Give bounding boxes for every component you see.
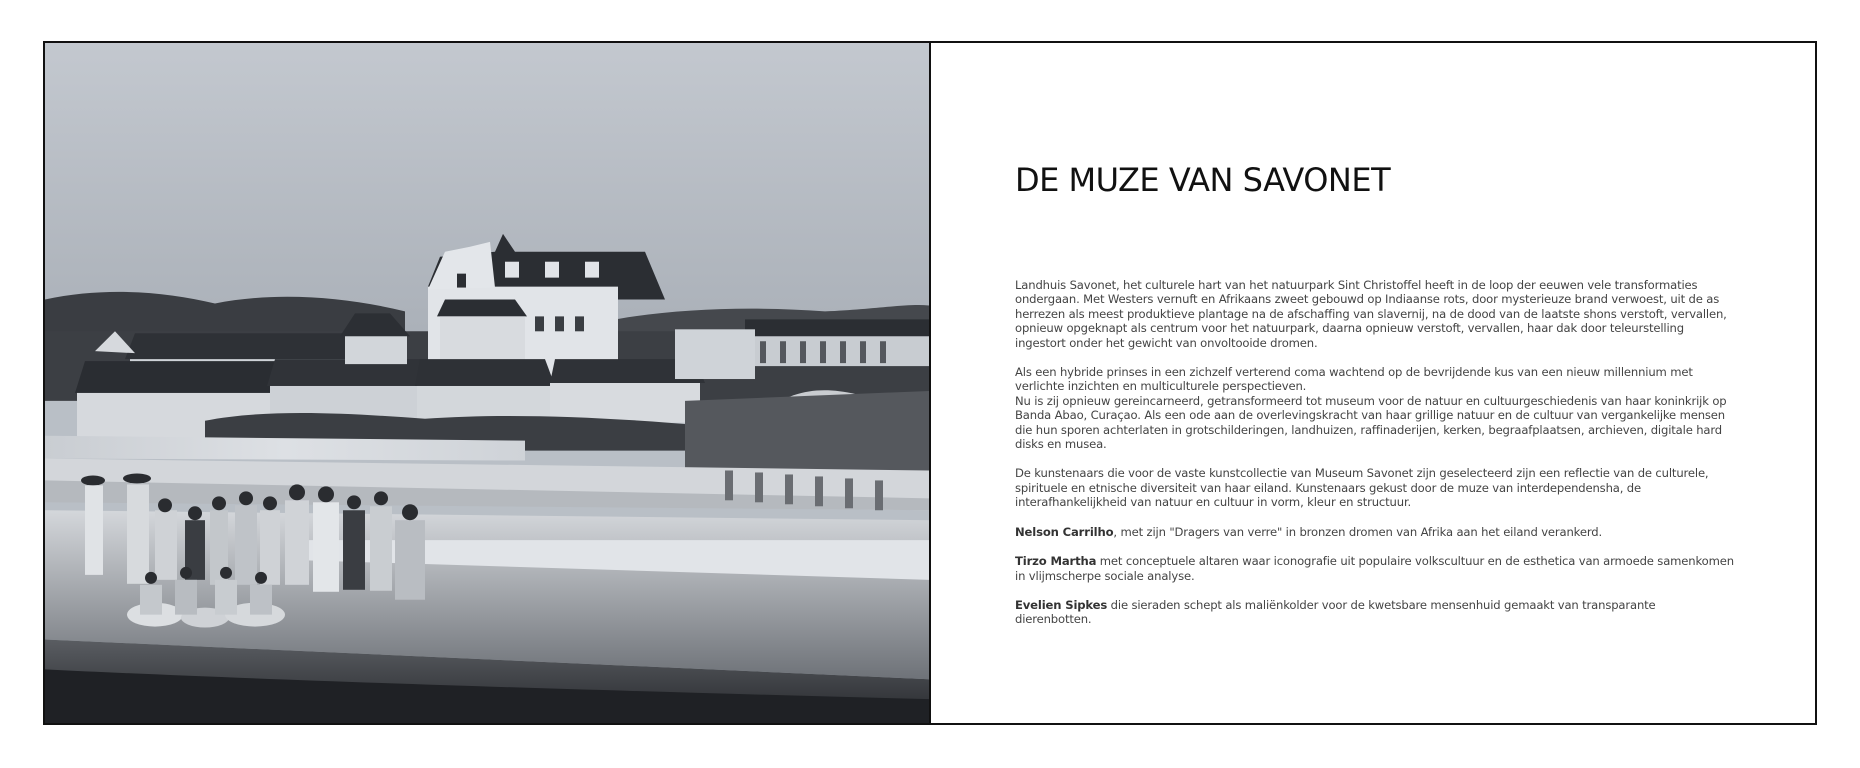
paragraph-princess: Als een hybride prinses in een zichzelf verterend coma wachtend op de bevrijdende kus van een nieuw millennium met verlichte inzichten en multiculturele perspectieven.: [1015, 365, 1693, 394]
photo-page: [45, 43, 931, 723]
paragraph-artists-intro: De kunstenaars die voor de vaste kunstcollectie van Museum Savonet zijn geselecteerd zijn een reflectie van de culturele, spirituele en etnische diversiteit van haar eiland. Kunstenaars gekust door de muze van interdependensha, de interafhankelijkheid van natuur en cultuur in vorm, kleur en structuur.: [1015, 466, 1709, 510]
text-page: [931, 43, 1815, 723]
artist-entry: [1015, 598, 1735, 627]
book-spread: [43, 41, 1817, 725]
artist-description: die sieraden schept als maliënkolder voor de kwetsbare mensenhuid gemaakt van transparante dierenbotten.: [1015, 597, 1656, 627]
paragraph-history: Landhuis Savonet, het culturele hart van het natuurpark Sint Christoffel heeft in de loop der eeuwen vele transformaties ondergaan. Met Westers vernuft en Afrikaans zweet gebouwd op Indiaanse rots, door mysterieuze brand verwoest, uit de as herrezen als meest produktieve plantage na de afschaffing van slavernij, na de dood van de laatste shons verstoft, vervallen, opnieuw opgeknapt als centrum voor het natuurpark, daarna opnieuw verstoft, vervallen, haar dak door teleurstelling ingestort onder het gewicht van onvoltooide dromen.: [1015, 278, 1727, 350]
artist-entry: [1015, 554, 1735, 583]
paragraph-reincarnation: Nu is zij opnieuw gereincarneerd, getransformeerd tot museum voor de natuur en cultuurgeschiedenis van haar koninkrijk op Banda Abao, Curaçao. Als een ode aan de overlevingskracht van haar grillige natuur en de cultuur van vergankelijke mensen die hun sporen achterlaten in grotschilderingen, landhuizen, raffinaderijen, kerken, begraafplaatsen, archieven, digitale hard disks en musea.: [1015, 393, 1727, 452]
artist-entry: [1015, 525, 1735, 539]
artist-description: , met zijn "Dragers van verre" in bronzen dromen van Afrika aan het eiland verankerd.: [1113, 524, 1602, 539]
body-text: [1015, 278, 1735, 642]
page-title: DE MUZE VAN SAVONET: [1015, 161, 1391, 199]
artist-description: met conceptuele altaren waar iconografie uit populaire volkscultuur en de esthetica van armoede samenkomen in vlijmscherpe sociale analyse.: [1015, 554, 1734, 583]
artist-name: Evelien Sipkes: [1015, 597, 1108, 612]
artist-name: Tirzo Martha: [1015, 554, 1097, 569]
historic-plantation-photo: [45, 43, 929, 723]
artist-name: Nelson Carrilho: [1015, 524, 1114, 539]
